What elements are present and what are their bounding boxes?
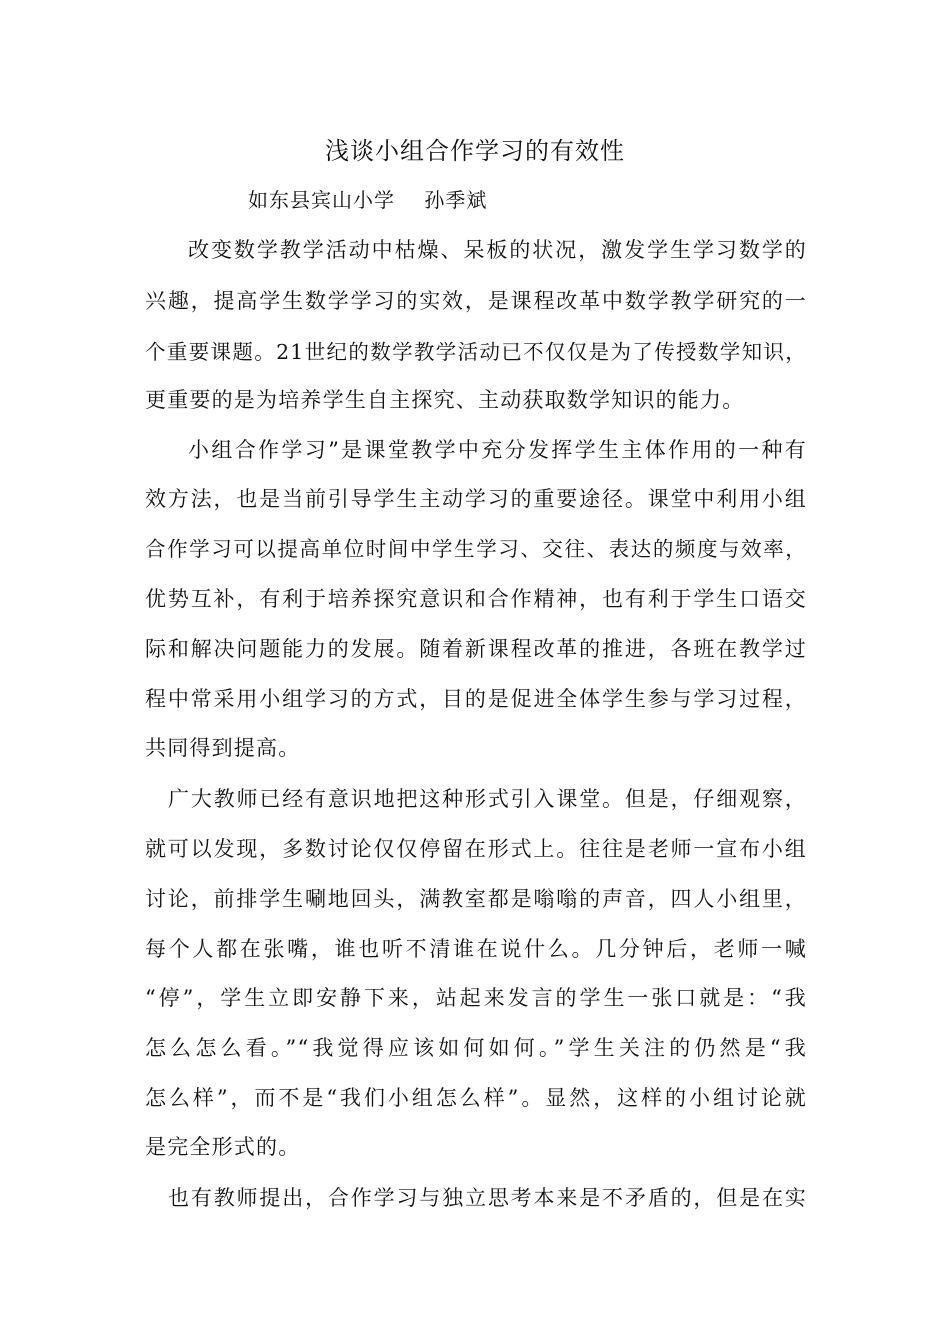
document-title: 浅谈小组合作学习的有效性 — [325, 137, 625, 165]
paragraph-2-line-1: 小组合作学习”是课堂教学中充分发挥学生主体作用的一种有 — [188, 438, 807, 462]
paragraph-2-line-4: 优势互补，有利于培养探究意识和合作精神，也有利于学生口语交 — [145, 587, 807, 611]
paragraph-3-line-3: 讨论，前排学生唰地回头，满教室都是嗡嗡的声音，四人小组里， — [145, 887, 807, 911]
paragraph-4-line-1: 也有教师提出，合作学习与独立思考本来是不矛盾的，但是在实 — [168, 1186, 807, 1210]
paragraph-3-line-6: 怎么怎么看。”“我觉得应该如何如何。”学生关注的仍然是“我 — [145, 1036, 807, 1060]
paragraph-1-line-4: 更重要的是为培养学生自主探究、主动获取数学知识的能力。 — [145, 388, 745, 412]
paragraph-3-line-7: 怎么样”，而不是“我们小组怎么样”。显然，这样的小组讨论就 — [145, 1086, 807, 1110]
paragraph-3-line-4: 每个人都在张嘴，谁也听不清谁在说什么。几分钟后，老师一喊 — [145, 937, 807, 961]
paragraph-2-line-6: 程中常采用小组学习的方式，目的是促进全体学生参与学习过程， — [145, 687, 807, 711]
paragraph-3-line-2: 就可以发现，多数讨论仅仅停留在形式上。往往是老师一宣布小组 — [145, 837, 807, 861]
paragraph-1-line-1: 改变数学教学活动中枯燥、呆板的状况，激发学生学习数学的 — [188, 238, 807, 262]
paragraph-1-line-2: 兴趣，提高学生数学学习的实效，是课程改革中数学教学研究的一 — [145, 289, 807, 313]
paragraph-3-line-8: 是完全形式的。 — [145, 1135, 301, 1159]
paragraph-2-line-7: 共同得到提高。 — [145, 736, 301, 760]
paragraph-3-line-5: “停”，学生立即安静下来，站起来发言的学生一张口就是：“我 — [145, 986, 807, 1010]
paragraph-1-line-3: 个重要课题。21世纪的数学教学活动已不仅仅是为了传授数学知识， — [145, 340, 807, 364]
paragraph-3-line-1: 广大教师已经有意识地把这种形式引入课堂。但是，仔细观察， — [168, 787, 807, 811]
paragraph-2-line-2: 效方法，也是当前引导学生主动学习的重要途径。课堂中利用小组 — [145, 487, 807, 511]
author-byline: 如东县宾山小学 孙季斌 — [248, 188, 488, 212]
paragraph-2-line-3: 合作学习可以提高单位时间中学生学习、交往、表达的频度与效率， — [145, 537, 807, 561]
paragraph-2-line-5: 际和解决问题能力的发展。随着新课程改革的推进，各班在教学过 — [145, 637, 807, 661]
